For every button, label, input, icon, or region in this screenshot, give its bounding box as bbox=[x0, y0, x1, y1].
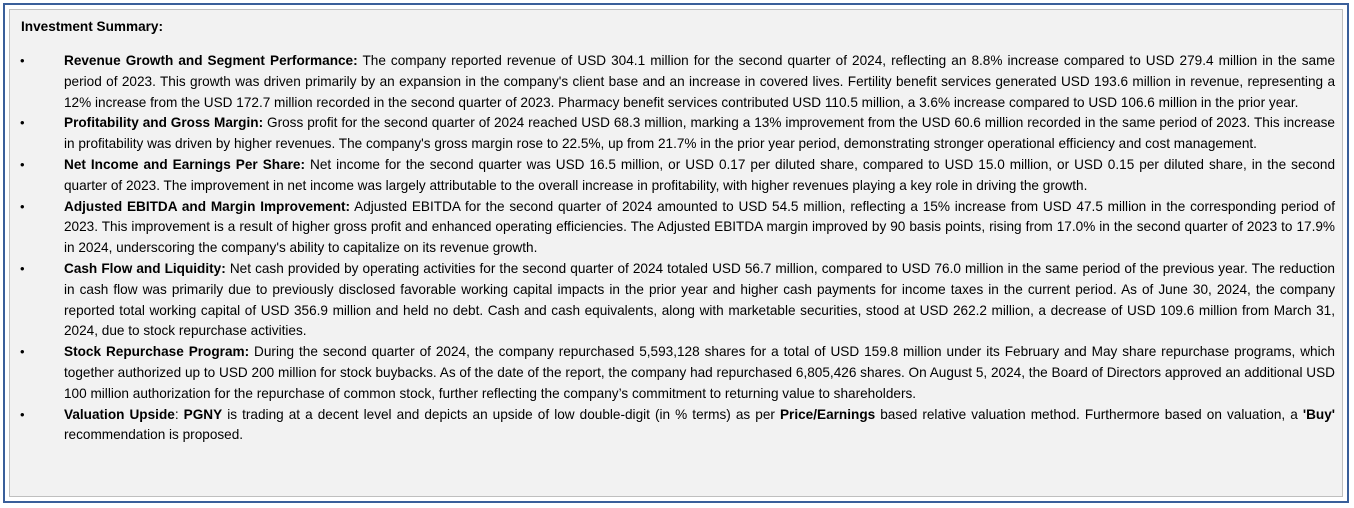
item-text: Adjusted EBITDA for the second quarter of 2024 amounted to USD 54.5 million, reflecting a 15% increase from USD 47.5 million in the corresponding period of 2023. This improvement is a result of higher gross profit and enhanced operating efficiencies. The Adjusted EBITDA margin improved by 90 basis points, rising from 17.0% in the second quarter of 2023 to 17.9% in 2024, underscoring the company's ability to capitalize on its revenue growth. bbox=[64, 198, 1335, 256]
item-text: Net income for the second quarter was USD 16.5 million, or USD 0.17 per diluted share, compared to USD 15.0 million, or USD 0.15 per diluted share, in the second quarter of 2023. The improvement in net income was largely attributable to the overall increase in profitability, with higher revenues playing a key role in driving the growth. bbox=[64, 156, 1336, 193]
bullet-icon: • bbox=[20, 198, 25, 214]
bullet-icon: • bbox=[20, 53, 25, 68]
list-item-profitability bbox=[10, 113, 1342, 155]
list-item-cash-flow bbox=[10, 259, 1342, 342]
valuation-text-2: based relative valuation method. Furthermore based on valuation, a bbox=[875, 406, 1303, 422]
investment-summary-frame bbox=[3, 3, 1349, 503]
list-item-stock-repurchase bbox=[10, 342, 1342, 404]
bullet-icon: • bbox=[20, 115, 25, 131]
bullet-icon: • bbox=[20, 260, 25, 276]
item-heading: Revenue Growth and Segment Performance: bbox=[64, 53, 358, 68]
bullet-icon: • bbox=[20, 344, 25, 360]
investment-summary-panel bbox=[9, 9, 1343, 497]
rating-badge: 'Buy' bbox=[1302, 406, 1336, 422]
bullet-icon: • bbox=[20, 156, 25, 172]
item-heading: Net Income and Earnings Per Share: bbox=[64, 156, 306, 172]
list-item-adjusted-ebitda bbox=[10, 197, 1342, 259]
item-text: The company reported revenue of USD 304.1 million for the second quarter of 2024, reflecting an 8.8% increase compared to USD 279.4 million in the same period of 2023. This growth was driven primarily by an expansion in the company's client base and an increase in covered lives. Fertility benefit services generated USD 193.6 million in revenue, representing a 12% increase from the USD 172.7 million recorded in the second quarter of 2023. Pharmacy benefit services contributed USD 110.5 million, a 3.6% increase compared to USD 106.6 million in the prior year. bbox=[64, 53, 1336, 110]
summary-list bbox=[10, 51, 1342, 446]
bullet-icon: • bbox=[20, 406, 25, 422]
list-item-revenue-growth bbox=[10, 51, 1342, 113]
item-heading: Adjusted EBITDA and Margin Improvement: bbox=[64, 198, 351, 214]
item-heading: Cash Flow and Liquidity: bbox=[64, 260, 226, 276]
valuation-method: Price/Earnings bbox=[779, 406, 876, 422]
item-text: Net cash provided by operating activities for the second quarter of 2024 totaled USD 56.7 million, compared to USD 76.0 million in the same period of the previous year. The reduction in cash flow was primarily due to previously disclosed favorable working capital impacts in the prior year and higher cash payments for income taxes in the current period. As of June 30, 2024, the company reported total working capital of USD 356.9 million and held no debt. Cash and cash equivalents, along with marketable securities, stood at USD 262.2 million, a decrease of USD 109.6 million from March 31, 2024, due to stock repurchase activities. bbox=[64, 260, 1335, 339]
item-heading: Valuation Upside bbox=[64, 406, 175, 422]
item-heading: Stock Repurchase Program: bbox=[64, 344, 250, 360]
valuation-colon: : bbox=[174, 406, 184, 422]
section-title: Investment Summary: bbox=[21, 19, 164, 34]
item-text: Gross profit for the second quarter of 2024 reached USD 68.3 million, marking a 13% improvement from the USD 60.6 million recorded in the same period of 2023. This increase in profitability was driven by higher revenues. The company's gross margin rose to 22.5%, up from 21.7% in the prior year period, demonstrating stronger operational efficiency and cost management. bbox=[64, 115, 1335, 152]
list-item-valuation-upside bbox=[10, 405, 1342, 447]
item-heading: Profitability and Gross Margin: bbox=[64, 115, 264, 131]
list-item-net-income bbox=[10, 155, 1342, 197]
item-text: During the second quarter of 2024, the company repurchased 5,593,128 shares for a total of USD 159.8 million under its February and May share repurchase programs, which together authorized up to USD 200 million for stock buybacks. As of the date of the report, the company had repurchased 6,805,426 shares. On August 5, 2024, the Board of Directors approved an additional USD 100 million authorization for the repurchase of common stock, further reflecting the company’s commitment to returning value to shareholders. bbox=[64, 344, 1335, 401]
valuation-text-3: recommendation is proposed. bbox=[64, 427, 244, 443]
ticker-symbol: PGNY bbox=[183, 406, 223, 422]
valuation-text-1: is trading at a decent level and depicts an upside of low double-digit (in % terms) as per bbox=[222, 406, 780, 422]
